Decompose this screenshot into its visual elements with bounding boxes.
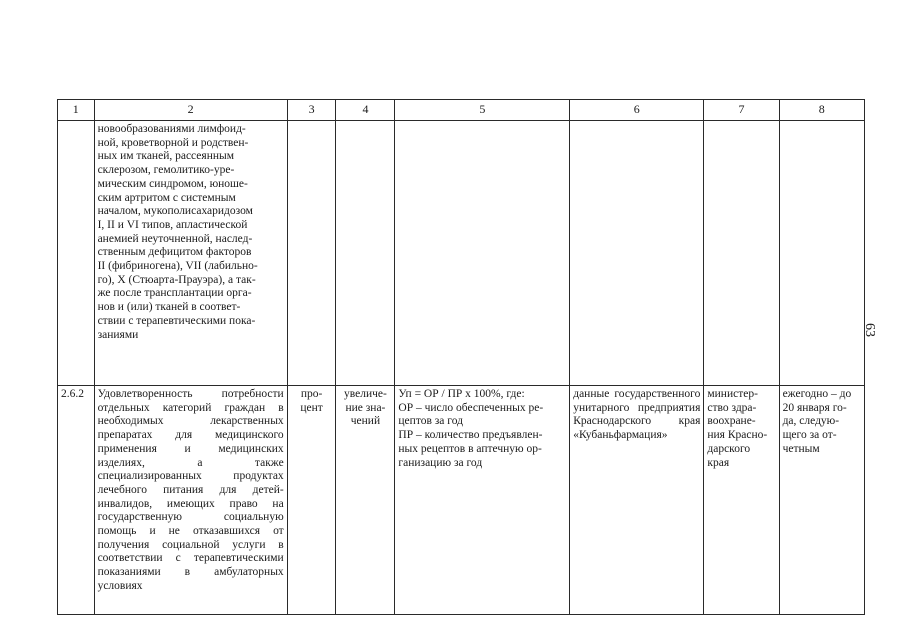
header-col-1: 1 [58,100,95,121]
cell-responsible: министер- ство здра- воохране- ния Красно- дарского края [704,386,779,615]
header-col-5: 5 [395,100,570,121]
cell-responsible [704,121,779,386]
cell-formula [395,121,570,386]
table-row [58,121,865,386]
header-col-2: 2 [94,100,287,121]
table-header-row [58,100,865,121]
page-number: 63 [862,323,877,337]
cell-indicator: Удовлетворенность потребности отдельных категорий граждан в необходимых лекарственных препаратах для медицинского применения и медицинских изделиях, а также специализированных продуктах лечебного питания для детей-инвалидов, имеющих право на государственную социальную помощь и не отказавшихся от получения социальной услуги в соответствии с терапевтическими показаниями в амбулаторных условиях [94,386,287,615]
cell-number: 2.6.2 [58,386,95,615]
table-row [58,386,865,615]
cell-formula: Уп = ОР / ПР x 100%, где: ОР – число обеспеченных ре- цептов за год ПР – количество предъявлен- ных рецептов в аптечную ор- ганизацию за год [395,386,570,615]
header-col-4: 4 [336,100,395,121]
header-col-7: 7 [704,100,779,121]
header-col-3: 3 [287,100,336,121]
cell-trend: увеличе- ние зна- чений [336,386,395,615]
cell-indicator-continuation: новообразованиями лимфоид- ной, кроветворной и родствен- ных им тканей, рассеянным склерозом, гемолитико-уре- мическим синдромом, юноше- ским артритом с системным началом, мукополисахаридозом I, II и VI типов, апластической анемией неуточненной, наслед- ственным дефицитом факторов II (фибриногена), VII (лабильно- го), X (Стюарта-Прауэра), а так- же после трансплантации орга- нов и (или) тканей в соответ- ствии с терапевтическими пока- заниями [94,121,287,386]
header-col-6: 6 [570,100,704,121]
header-col-8: 8 [779,100,864,121]
cell-deadline: ежегодно – до 20 января го- да, следую- щего за от- четным [779,386,864,615]
indicators-table [57,99,865,615]
cell-trend [336,121,395,386]
cell-source [570,121,704,386]
cell-unit [287,121,336,386]
cell-unit: про- цент [287,386,336,615]
cell-deadline [779,121,864,386]
cell-number [58,121,95,386]
cell-source: данные государственного унитарного предприятия Краснодарского края «Кубаньфармация» [570,386,704,615]
